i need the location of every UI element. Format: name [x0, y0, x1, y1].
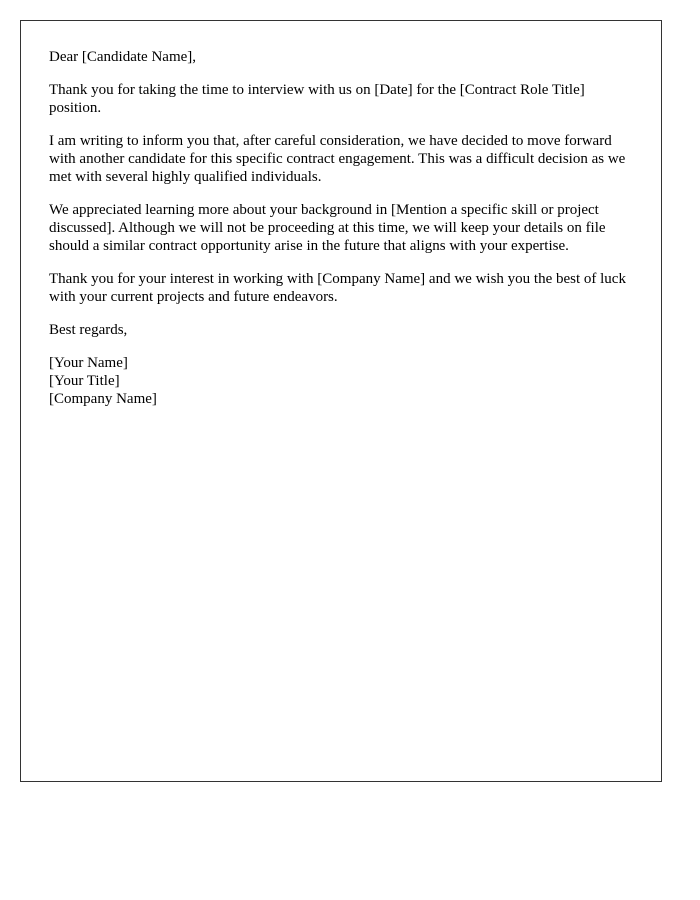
- paragraph-thanks: Thank you for your interest in working with [Company Name] and we wish you the best of luck with your current projects and future endeavors.: [49, 271, 626, 305]
- paragraph-appreciation: We appreciated learning more about your background in [Mention a specific skill or project discussed]. Although we will not be proceeding at this time, we will keep your details on file should a similar contract opportunity arise in the future that aligns with your expertise.: [49, 202, 606, 254]
- paragraph-intro: Thank you for taking the time to interview with us on [Date] for the [Contract Role Title] position.: [49, 82, 585, 116]
- signature-name: [Your Name]: [49, 355, 128, 371]
- letter-page: [20, 20, 662, 782]
- paragraph-decision: I am writing to inform you that, after careful consideration, we have decided to move forward with another candidate for this specific contract engagement. This was a difficult decision as we met with several highly qualified individuals.: [49, 133, 626, 185]
- signature-title: [Your Title]: [49, 373, 120, 389]
- closing: Best regards,: [49, 322, 128, 338]
- signature-block: [49, 354, 633, 408]
- salutation: Dear [Candidate Name],: [49, 49, 197, 65]
- signature-company: [Company Name]: [49, 391, 157, 407]
